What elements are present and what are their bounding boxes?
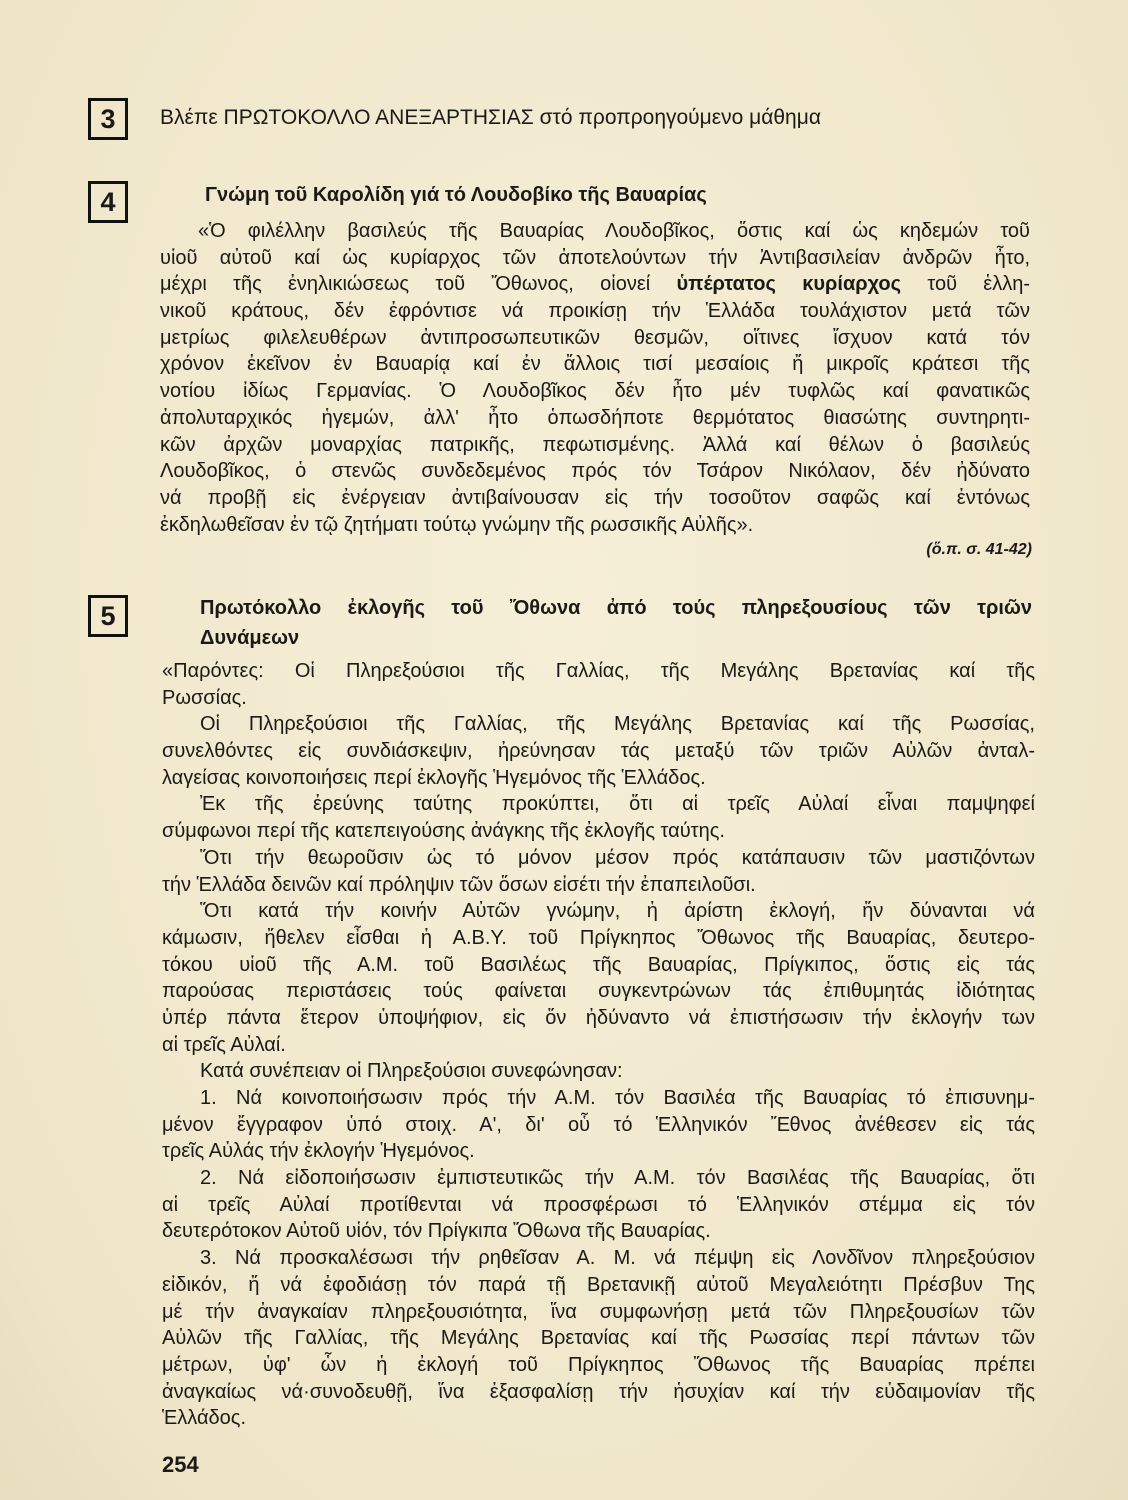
body-line: κάμωσιν, ἤθελεν εἶσθαι ἡ Α.Β.Υ. τοῦ Πρίγκηπος Ὄθωνος τῆς Βαυαρίας, δευτερο- [162,926,1035,949]
quote-line: ἐκδηλωθεῖσαν ἐν τῷ ζητήματι τούτῳ γνώμην τῆς ρωσσικῆς Αὐλῆς». [160,513,754,536]
body-line: μέτρων, ὑφ' ὧν ἡ ἐκλογή τοῦ Πρίγκηπος Ὄθωνος τῆς Βαυαρίας πρέπει [162,1353,1035,1376]
quote-line: υἱοῦ αὐτοῦ καί ὡς κυρίαρχος τῶν ἀποτελούντων τήν Ἀντιβασιλείαν ἀνδρῶν ἦτο, [160,246,1030,269]
text-segment: μέχρι τῆς ἐνηλικιώσεως τοῦ Ὄθωνος, οἱονεί [160,273,677,296]
quote-line: χρόνον ἐκεῖνον ἐν Βαυαρίᾳ καί ἐν ἄλλοις τισί μεσαίοις ἤ μικροῖς κράτεσι τῆς [160,353,1030,376]
body-line: αἱ τρεῖς Αὐλαί προτίθενται νά προσφέρωσι τό Ἑλληνικόν στέμμα εἰς τόν [162,1193,1035,1216]
quote-line: νοτίου ἰδίως Γερμανίας. Ὁ Λουδοβῖκος δέν ἦτο μέν τυφλῶς καί φανατικῶς [160,380,1030,403]
body-line: μέ τήν ἀναγκαίαν πληρεξουσιότητα, ἵνα συμφωνήσῃ μετά τῶν Πληρεξουσίων τῶν [162,1300,1035,1323]
body-line: εἰδικόν, ἤ νά ἐφοδιάσῃ τόν παρά τῇ Βρετανικῇ αὐτοῦ Μεγαλειότητι Πρέσβυν Της [162,1273,1035,1296]
item-number-box-5: 5 [88,595,128,637]
body-line: Ἑλλάδος. [162,1407,247,1430]
item-4-citation: (ὅ.π. σ. 41-42) [926,541,1032,558]
body-line: Ὅτι κατά τήν κοινήν Αὐτῶν γνώμην, ἡ ἀρίστη ἐκλογή, ἥν δύνανται νά [200,900,1035,923]
quote-line: «Ὁ φιλέλλην βασιλεύς τῆς Βαυαρίας Λουδοβῖκος, ὅστις καί ὡς κηδεμών τοῦ [198,220,1030,242]
body-line: Οἱ Πληρεξούσιοι τῆς Γαλλίας, τῆς Μεγάλης Βρετανίας καί τῆς Ρωσσίας, [200,713,1035,736]
body-line: Κατά συνέπειαν οἱ Πληρεξούσιοι συνεφώνησαν: [200,1060,623,1083]
body-line: «Παρόντες: Οἱ Πληρεξούσιοι τῆς Γαλλίας, τῆς Μεγάλης Βρετανίας καί τῆς [162,660,1035,682]
body-line: δευτερότοκον Αὐτοῦ υἱόν, τόν Πρίγκιπα Ὄθωνα τῆς Βαυαρίας. [162,1220,711,1243]
item-5-title-line-1: Πρωτόκολλο ἐκλογῆς τοῦ Ὄθωνα ἀπό τούς πληρεξουσίους τῶν τριῶν [200,597,1032,619]
body-line: μένον ἔγγραφον ὑπό στοιχ. Α', δι' οὗ τό Ἑλληνικόν Ἔθνος ἀνέθεσεν εἰς τάς [162,1113,1035,1136]
body-line: λαγείσας κοινοποιήσεις περί ἐκλογῆς Ἡγεμόνος τῆς Ἑλλάδος. [162,766,706,789]
body-line: 3. Νά προσκαλέσωσι τήν ρηθεῖσαν Α. Μ. νά πέμψη εἰς Λονδῖνον πληρεξούσιον [200,1247,1035,1270]
body-line: τρεῖς Αὐλάς τήν ἐκλογήν Ἡγεμόνος. [162,1140,475,1163]
quote-line: μετρίως φιλελευθέρων ἀντιπροσωπευτικῶν θεσμῶν, οἵτινες ἴσχυον κατά τόν [160,326,1030,349]
body-line: ὑπέρ πάντα ἕτερον ὑποψήφιον, εἰς ὅν ἠδύναντο νά ἐπιστήσωσιν τήν ἐκλογήν των [162,1006,1035,1029]
body-line: αἱ τρεῖς Αὐλαί. [162,1033,286,1056]
quote-line: νά προβῇ εἰς ἐνέργειαν ἀντιβαίνουσαν εἰς τήν τοσοῦτον σαφῶς καί ἐντόνως [160,486,1030,509]
item-4-quote [160,218,1030,538]
item-5-body [162,658,1035,1432]
item-number-box-3: 3 [88,98,128,140]
body-line: Αὐλῶν τῆς Γαλλίας, τῆς Μεγάλης Βρετανίας καί τῆς Ρωσσίας περί πάντων τῶν [162,1327,1035,1350]
body-line: τήν Ἑλλάδα δεινῶν καί πρόληψιν τῶν ὅσων εἰσέτι τήν ἐπαπειλοῦσι. [162,873,756,896]
item-number-box-4: 4 [88,181,128,223]
body-line: συνελθόντες εἰς συνδιάσκεψιν, ἠρεύνησαν τάς μεταξύ τῶν τριῶν Αὐλῶν ἀνταλ- [162,740,1035,763]
body-line: Ρωσσίας. [162,686,247,709]
body-line: ἀναγκαίως νά·συνοδευθῇ, ἵνα ἐξασφαλίσῃ τήν ἡσυχίαν καί τήν εὐδαιμονίαν τῆς [162,1380,1035,1403]
quote-line [160,271,1030,298]
item-3-text: Βλέπε ΠΡΩΤΟΚΟΛΛΟ ΑΝΕΞΑΡΤΗΣΙΑΣ στό προπροηγούμενο μάθημα [160,106,821,129]
bold-emphasis: ὑπέρτατος κυρίαρχος [676,273,902,296]
quote-line: ἀπολυταρχικός ἡγεμών, ἀλλ' ἦτο ὁπωσδήποτε θερμότατος θιασώτης συντηρητι- [160,406,1030,429]
body-line: τόκου υἱοῦ τῆς Α.Μ. τοῦ Βασιλέως τῆς Βαυαρίας, Πρίγκιπος, ὅστις εἰς τάς [162,953,1035,976]
item-5-title-line-2: Δυνάμεων [200,626,300,649]
quote-line: Λουδοβῖκος, ὁ στενῶς συνδεδεμένος πρός τόν Τσάρον Νικόλαον, δέν ἠδύνατο [160,460,1030,483]
quote-line: νικοῦ κράτους, δέν ἐφρόντισε νά προικίσῃ τήν Ἑλλάδα τουλάχιστον μετά τῶν [160,300,1030,323]
body-line: σύμφωνοι περί τῆς κατεπειγούσης ἀνάγκης τῆς ἐκλογῆς ταύτης. [162,820,725,843]
text-segment: τοῦ ἑλλη- [901,273,1030,296]
quote-line: κῶν ἀρχῶν μοναρχίας πατρικῆς, πεφωτισμένης. Ἀλλά καί θέλων ὁ βασιλεύς [160,433,1030,456]
body-line: Ὅτι τήν θεωροῦσιν ὡς τό μόνον μέσον πρός κατάπαυσιν τῶν μαστιζόντων [200,846,1035,869]
page-number: 254 [162,1452,199,1477]
body-line: Ἐκ τῆς ἐρεύνης ταύτης προκύπτει, ὅτι αἱ τρεῖς Αὐλαί εἶναι παμψηφεί [200,793,1035,816]
body-line: 1. Νά κοινοποιήσωσιν πρός τήν Α.Μ. τόν Βασιλέα τῆς Βαυαρίας τό ἐπισυνημ- [200,1087,1035,1109]
item-4-title: Γνώμη τοῦ Καρολίδη γιά τό Λουδοβίκο τῆς Βαυαρίας [205,184,707,206]
body-line: παρούσας περιστάσεις τούς φαίνεται συγκεντρώνων τάς ἐπιθυμητάς ἰδιότητας [162,980,1035,1003]
item-5-title [200,595,1032,651]
body-line: 2. Νά εἰδοποιήσωσιν ἐμπιστευτικῶς τήν Α.Μ. τόν Βασιλέας τῆς Βαυαρίας, ὅτι [200,1167,1035,1190]
